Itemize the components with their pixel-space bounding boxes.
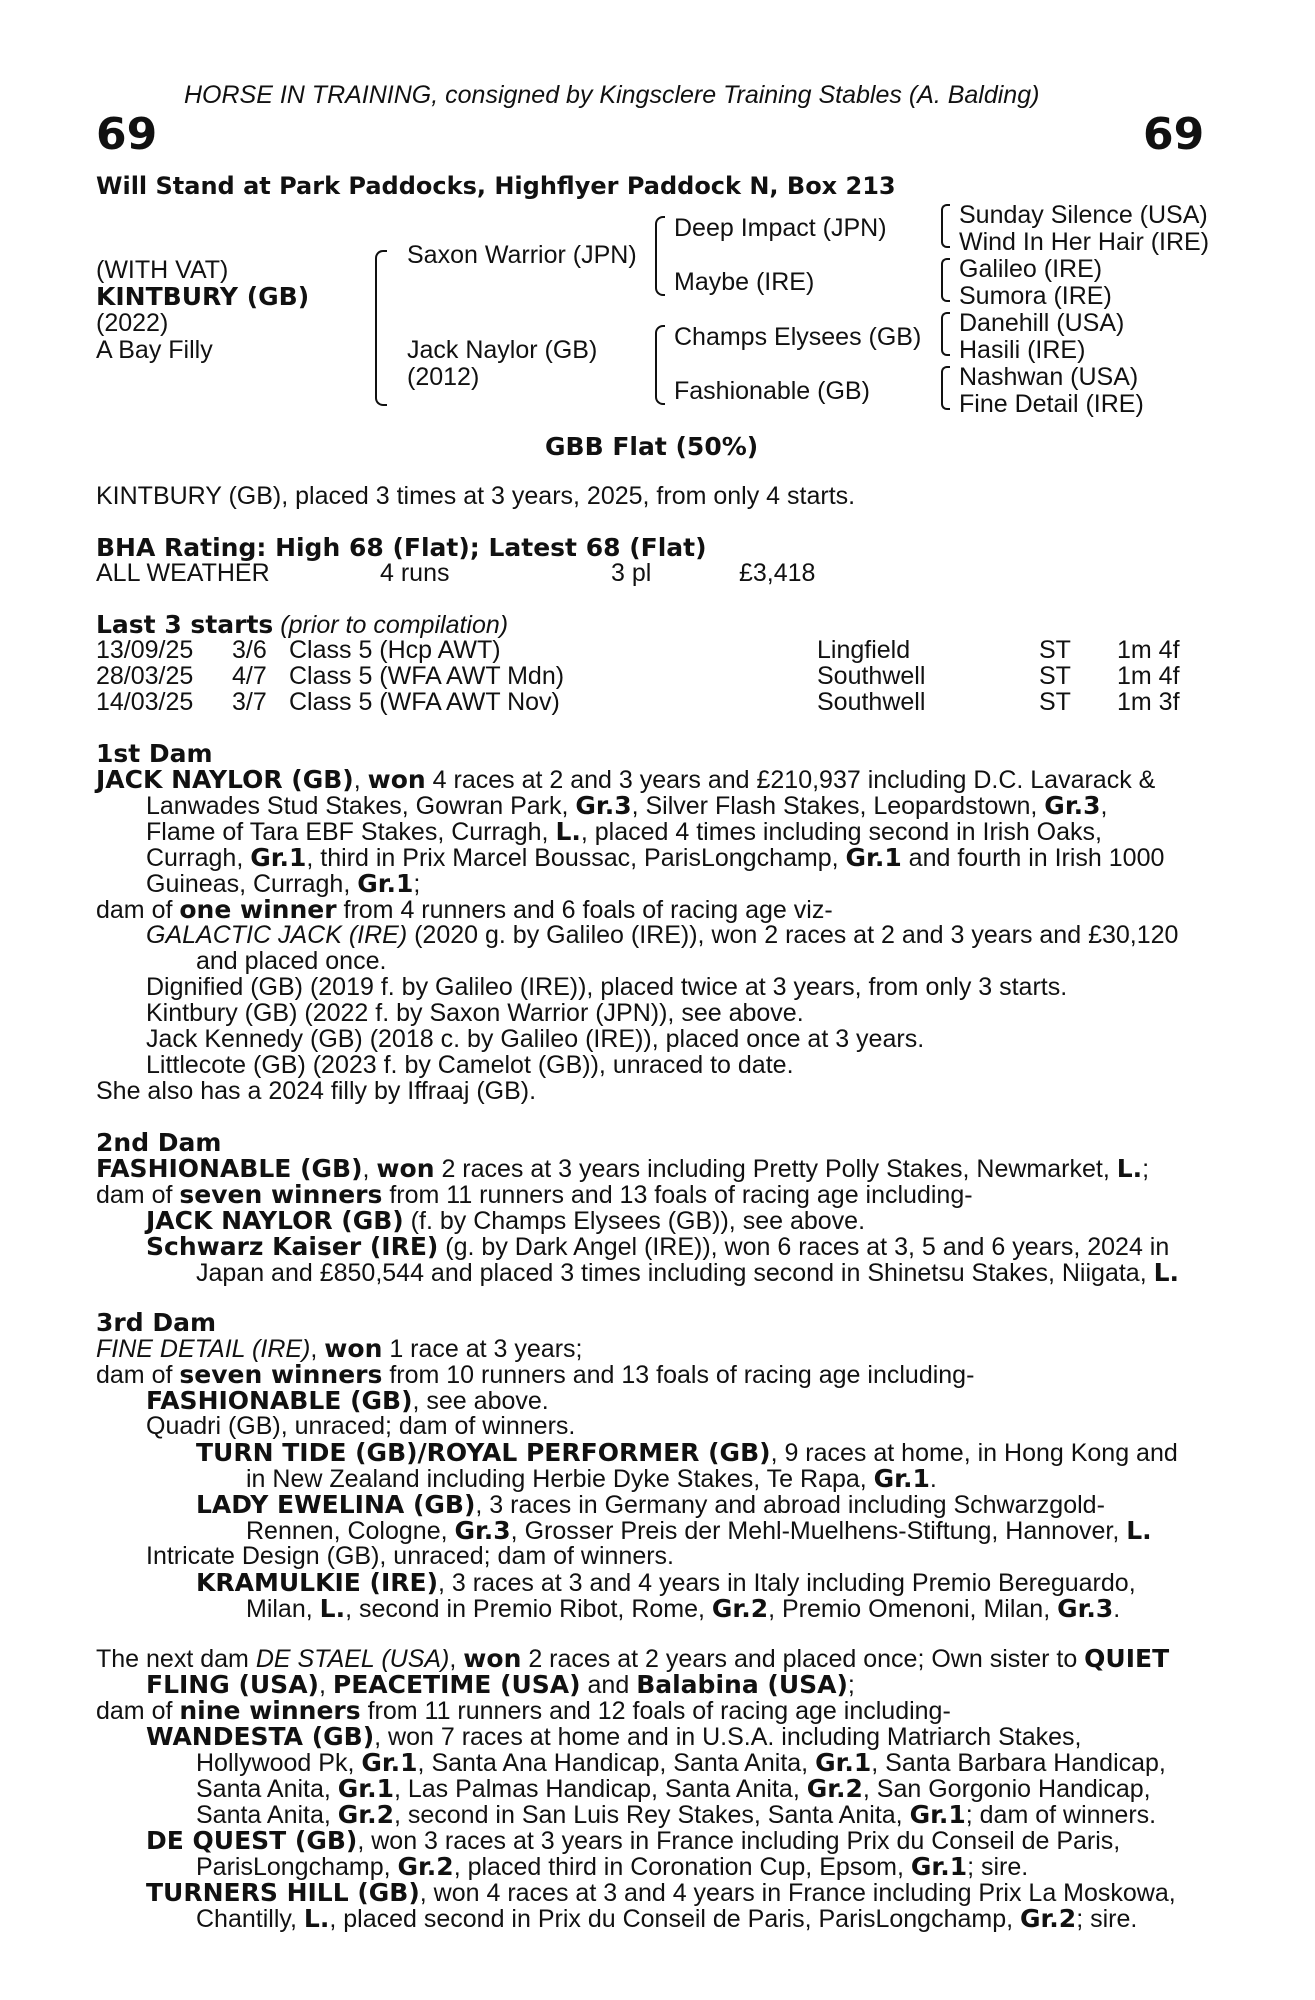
- text: ;: [1142, 1155, 1150, 1183]
- first-dam-line: [96, 897, 833, 923]
- text: , Grosser Preis der Mehl-Muelhens-Stiftung, Hannover,: [510, 1517, 1127, 1545]
- text: ,: [362, 1155, 377, 1183]
- first-dam-heading: 1st Dam: [96, 739, 213, 768]
- first-dam-line: Dignified (GB) (2019 f. by Galileo (IRE)), placed twice at 3 years, from only 3 starts.: [146, 973, 1068, 1001]
- sire-dam-dam: Sumora (IRE): [959, 282, 1112, 310]
- text: dam of: [96, 1361, 180, 1389]
- grade: Gr.1: [250, 843, 307, 872]
- grade: Gr.3: [575, 791, 632, 820]
- grade: L.: [1153, 1258, 1180, 1287]
- sibling-bold: Balabina (USA): [636, 1670, 848, 1699]
- text: ; sire.: [967, 1853, 1029, 1881]
- horse-description: A Bay Filly: [96, 336, 213, 364]
- second-dam-line: [96, 1182, 973, 1208]
- text: , Premio Omenoni, Milan,: [768, 1595, 1058, 1623]
- start-position: 3/6: [232, 636, 267, 664]
- winners-bold: nine winners: [179, 1696, 361, 1725]
- text: (f. by Champs Elysees (GB)), see above.: [403, 1207, 866, 1235]
- dam-sire-sire: Danehill (USA): [959, 309, 1125, 337]
- start-race: Class 5 (Hcp AWT): [289, 636, 501, 664]
- text: ;: [847, 1671, 855, 1699]
- pedigree-brace-sire: [655, 216, 665, 296]
- dam-year: (2012): [407, 363, 480, 391]
- text: ; dam of winners.: [965, 1801, 1157, 1829]
- winners-bold: seven winners: [179, 1180, 383, 1209]
- next-dam-line: [196, 1776, 1151, 1802]
- text: (g. by Dark Angel (IRE)), won 6 races at 3, 5 and 6 years, 2024 in: [438, 1233, 1170, 1261]
- text: , placed second in Prix du Conseil de Paris, ParisLongchamp,: [329, 1905, 1021, 1933]
- stable-location: Will Stand at Park Paddocks, Highflyer Paddock N, Box 213: [96, 172, 896, 200]
- third-dam-line: [246, 1466, 937, 1492]
- horse-name: KINTBURY (GB): [96, 282, 310, 311]
- sire-name: Saxon Warrior (JPN): [407, 241, 637, 269]
- text: from 11 runners and 12 foals of racing age including-: [360, 1697, 951, 1725]
- text: 4 races at 2 and 3 years and £210,937 including D.C. Lavarack &: [425, 766, 1156, 794]
- third-dam-line: [196, 1440, 1178, 1466]
- first-dam-line: Jack Kennedy (GB) (2018 c. by Galileo (IRE)), placed once at 3 years.: [146, 1025, 925, 1053]
- sire-dam: Maybe (IRE): [674, 268, 815, 296]
- progeny-bold: FASHIONABLE (GB): [146, 1386, 413, 1415]
- text: from 11 runners and 13 foals of racing age including-: [382, 1181, 973, 1209]
- start-going: ST: [1039, 662, 1071, 690]
- grade: Gr.3: [1044, 791, 1101, 820]
- grade: L.: [1126, 1516, 1152, 1545]
- second-dam-line: [196, 1260, 1179, 1286]
- grade: Gr.3: [1057, 1594, 1114, 1623]
- winners-bold: seven winners: [179, 1360, 383, 1389]
- grade: Gr.1: [845, 843, 902, 872]
- grade: Gr.1: [357, 869, 414, 898]
- progeny-bold: TURNERS HILL (GB): [146, 1878, 420, 1907]
- text: dam of: [96, 896, 180, 924]
- prize-money: £3,418: [739, 559, 816, 587]
- consignor-line: HORSE IN TRAINING, consigned by Kingsclere Training Stables (A. Balding): [184, 81, 1040, 109]
- first-dam-line: Littlecote (GB) (2023 f. by Camelot (GB)), unraced to date.: [146, 1051, 794, 1079]
- text: , second in San Luis Rey Stakes, Santa Anita,: [393, 1801, 910, 1829]
- pedigree-brace-4: [941, 366, 950, 410]
- pedigree-brace-1: [941, 204, 950, 248]
- text: Santa Anita,: [196, 1801, 338, 1829]
- start-position: 4/7: [232, 662, 267, 690]
- text: and: [580, 1671, 637, 1699]
- text: ,: [353, 766, 368, 794]
- text: ,: [449, 1645, 464, 1673]
- grade: Gr.2: [806, 1774, 863, 1803]
- third-dam-line: [196, 1492, 1105, 1518]
- bha-rating: BHA Rating: High 68 (Flat); Latest 68 (Flat): [96, 533, 707, 562]
- text: Japan and £850,544 and placed 3 times including second in Shinetsu Stakes, Niigata,: [196, 1259, 1154, 1287]
- first-dam-line: Kintbury (GB) (2022 f. by Saxon Warrior (JPN)), see above.: [146, 999, 804, 1027]
- start-date: 13/09/25: [96, 636, 194, 664]
- text: from 10 runners and 13 foals of racing age including-: [382, 1361, 975, 1389]
- won-bold: won: [463, 1644, 522, 1673]
- text: , placed third in Coronation Cup, Epsom,: [453, 1853, 911, 1881]
- third-dam-heading: 3rd Dam: [96, 1308, 216, 1337]
- text: Guineas, Curragh,: [146, 870, 358, 898]
- grade: L.: [1116, 1154, 1143, 1183]
- grade: Gr.1: [361, 1748, 418, 1777]
- text: in New Zealand including Herbie Dyke Stakes, Te Rapa,: [246, 1465, 874, 1493]
- third-dam-line: [246, 1518, 1152, 1544]
- third-dam-line: [96, 1362, 974, 1388]
- third-dam-line: [96, 1336, 582, 1362]
- dam-name-italic: DE STAEL (USA): [255, 1645, 450, 1673]
- lot-number-right: 69: [1143, 109, 1205, 160]
- sibling-bold: PEACETIME (USA): [332, 1670, 581, 1699]
- start-going: ST: [1039, 636, 1071, 664]
- start-race: Class 5 (WFA AWT Nov): [289, 688, 560, 716]
- grade: Gr.2: [711, 1594, 769, 1623]
- grade: Gr.1: [910, 1852, 968, 1881]
- grade: Gr.2: [397, 1852, 454, 1881]
- text: ;: [413, 870, 421, 898]
- grade: Gr.1: [337, 1774, 394, 1803]
- placed-count: 3 pl: [611, 559, 652, 587]
- surface: ALL WEATHER: [96, 559, 270, 587]
- sibling-bold: FLING (USA): [146, 1670, 319, 1699]
- next-dam-line: [96, 1646, 1169, 1672]
- text: , 9 races at home, in Hong Kong and: [770, 1439, 1178, 1467]
- text: , San Gorgonio Handicap,: [862, 1775, 1151, 1803]
- text: (2020 g. by Galileo (IRE)), won 2 races at 2 and 3 years and £30,120: [407, 921, 1179, 949]
- lot-number-left: 69: [96, 109, 158, 160]
- text: .: [1113, 1595, 1121, 1623]
- sire-sire-dam: Wind In Her Hair (IRE): [959, 228, 1210, 256]
- first-dam-line: [146, 845, 1164, 871]
- last-starts-heading: [96, 612, 508, 638]
- grade: Gr.2: [1020, 1904, 1077, 1933]
- sire-dam-sire: Galileo (IRE): [959, 255, 1103, 283]
- first-dam-line: [146, 819, 1102, 845]
- won-bold: won: [376, 1154, 435, 1183]
- first-dam-line: [146, 923, 1178, 948]
- grade: Gr.2: [337, 1800, 394, 1829]
- third-dam-line: [246, 1596, 1120, 1622]
- last-starts-title: Last 3 starts: [96, 610, 274, 639]
- won-bold: won: [367, 765, 426, 794]
- text: The next dam: [96, 1645, 256, 1673]
- progeny-bold: LADY EWELINA (GB): [196, 1490, 476, 1519]
- dam-dam-dam: Fine Detail (IRE): [959, 390, 1144, 418]
- won-bold: won: [324, 1334, 383, 1363]
- grade: Gr.1: [909, 1800, 966, 1829]
- run-count: 4 runs: [380, 559, 450, 587]
- text: , second in Premio Ribot, Rome,: [345, 1595, 712, 1623]
- sire-sire: Deep Impact (JPN): [674, 214, 887, 242]
- text: ,: [1100, 792, 1108, 820]
- grade: Gr.1: [873, 1464, 930, 1493]
- text: ,: [318, 1671, 333, 1699]
- text: , 3 races at 3 and 4 years in Italy including Premio Bereguardo,: [438, 1569, 1136, 1597]
- third-dam-line: [196, 1570, 1136, 1596]
- second-dam-line: [96, 1156, 1149, 1182]
- progeny-italic: GALACTIC JACK (IRE): [146, 921, 408, 949]
- text: , third in Prix Marcel Boussac, ParisLongchamp,: [306, 844, 846, 872]
- first-dam-line: She also has a 2024 filly by Iffraaj (GB).: [96, 1077, 537, 1105]
- text: , Silver Flash Stakes, Leopardstown,: [631, 792, 1045, 820]
- start-going: ST: [1039, 688, 1071, 716]
- text: .: [929, 1465, 937, 1493]
- second-dam-heading: 2nd Dam: [96, 1128, 222, 1157]
- dam-dam: Fashionable (GB): [674, 377, 870, 405]
- next-dam-line: [196, 1750, 1166, 1776]
- text: , see above.: [412, 1387, 549, 1415]
- text: ParisLongchamp,: [196, 1853, 398, 1881]
- text: , won 4 races at 3 and 4 years in France including Prix La Moskowa,: [419, 1879, 1176, 1907]
- sibling-bold: QUIET: [1084, 1644, 1170, 1673]
- next-dam-line: [146, 1880, 1176, 1906]
- text: and fourth in Irish 1000: [901, 844, 1165, 872]
- third-dam-line: Quadri (GB), unraced; dam of winners.: [146, 1412, 576, 1440]
- start-race: Class 5 (WFA AWT Mdn): [289, 662, 565, 690]
- dam-sire: Champs Elysees (GB): [674, 323, 922, 351]
- pedigree-brace-2: [941, 258, 950, 302]
- second-dam-line: [146, 1208, 865, 1234]
- grade: Gr.1: [815, 1748, 872, 1777]
- next-dam-line: [146, 1828, 1120, 1854]
- text: dam of: [96, 1697, 180, 1725]
- text: , Santa Barbara Handicap,: [871, 1749, 1166, 1777]
- text: dam of: [96, 1181, 180, 1209]
- text: , won 3 races at 3 years in France including Prix du Conseil de Paris,: [357, 1827, 1121, 1855]
- vat-note: (WITH VAT): [96, 256, 229, 284]
- grade: L.: [319, 1594, 346, 1623]
- next-dam-line: [196, 1802, 1156, 1828]
- start-position: 3/7: [232, 688, 267, 716]
- first-dam-line: [96, 767, 1155, 793]
- gbb-rating: GBB Flat (50%): [545, 432, 759, 461]
- dam-sire-dam: Hasili (IRE): [959, 336, 1086, 364]
- text: ; sire.: [1076, 1905, 1138, 1933]
- grade: Gr.3: [454, 1516, 511, 1545]
- text: Lanwades Stud Stakes, Gowran Park,: [146, 792, 576, 820]
- text: Santa Anita,: [196, 1775, 338, 1803]
- text: ,: [310, 1335, 325, 1363]
- second-dam-line: [146, 1234, 1169, 1260]
- progeny-bold: TURN TIDE (GB)/ROYAL PERFORMER (GB): [196, 1438, 771, 1467]
- first-dam-line: and placed once.: [196, 947, 387, 975]
- next-dam-line: [96, 1698, 951, 1724]
- first-dam-line: [146, 871, 420, 897]
- pedigree-brace-dam: [655, 325, 665, 405]
- sire-sire-sire: Sunday Silence (USA): [959, 201, 1208, 229]
- text: Chantilly,: [196, 1905, 304, 1933]
- text: from 4 runners and 6 foals of racing age viz-: [336, 896, 833, 924]
- progeny-bold: Schwarz Kaiser (IRE): [146, 1232, 439, 1261]
- third-dam-line: Intricate Design (GB), unraced; dam of winners.: [146, 1542, 675, 1570]
- start-course: Lingfield: [817, 636, 911, 664]
- first-dam-line: [146, 793, 1107, 819]
- progeny-bold: WANDESTA (GB): [146, 1722, 375, 1751]
- text: , 3 races in Germany and abroad including Schwarzgold-: [475, 1491, 1105, 1519]
- next-dam-line: [146, 1724, 1081, 1750]
- start-distance: 1m 4f: [1117, 662, 1180, 690]
- start-date: 28/03/25: [96, 662, 194, 690]
- text: 2 races at 2 years and placed once; Own sister to: [521, 1645, 1085, 1673]
- last-starts-note: (prior to compilation): [280, 611, 509, 639]
- progeny-bold: DE QUEST (GB): [146, 1826, 358, 1855]
- dam-name-bold: FASHIONABLE (GB): [96, 1154, 363, 1183]
- text: Curragh,: [146, 844, 251, 872]
- text: 1 race at 3 years;: [382, 1335, 583, 1363]
- dam-name: Jack Naylor (GB): [407, 336, 598, 364]
- next-dam-line: [146, 1672, 855, 1698]
- next-dam-line: [196, 1854, 1028, 1880]
- progeny-bold: JACK NAYLOR (GB): [146, 1206, 404, 1235]
- progeny-bold: KRAMULKIE (IRE): [196, 1568, 439, 1597]
- text: , placed 4 times including second in Irish Oaks,: [580, 818, 1102, 846]
- grade: L.: [303, 1904, 330, 1933]
- pedigree-brace-main: [375, 250, 387, 406]
- text: Milan,: [246, 1595, 320, 1623]
- text: Rennen, Cologne,: [246, 1517, 455, 1545]
- start-date: 14/03/25: [96, 688, 194, 716]
- text: Flame of Tara EBF Stakes, Curragh,: [146, 818, 556, 846]
- foaling-year: (2022): [96, 309, 169, 337]
- text: Hollywood Pk,: [196, 1749, 362, 1777]
- winners-bold: one winner: [179, 895, 337, 924]
- text: 2 races at 3 years including Pretty Polly Stakes, Newmarket,: [434, 1155, 1117, 1183]
- dam-name-bold: JACK NAYLOR (GB): [96, 765, 354, 794]
- pedigree-brace-3: [941, 312, 950, 356]
- text: , Las Palmas Handicap, Santa Anita,: [393, 1775, 807, 1803]
- next-dam-line: [196, 1906, 1137, 1932]
- start-distance: 1m 4f: [1117, 636, 1180, 664]
- dam-dam-sire: Nashwan (USA): [959, 363, 1139, 391]
- dam-name-italic: FINE DETAIL (IRE): [96, 1335, 311, 1363]
- text: , won 7 races at home and in U.S.A. including Matriarch Stakes,: [374, 1723, 1082, 1751]
- start-course: Southwell: [817, 688, 926, 716]
- grade: L.: [555, 817, 581, 846]
- start-course: Southwell: [817, 662, 926, 690]
- start-distance: 1m 3f: [1117, 688, 1180, 716]
- text: , Santa Ana Handicap, Santa Anita,: [417, 1749, 816, 1777]
- third-dam-line: [146, 1388, 549, 1414]
- race-summary: KINTBURY (GB), placed 3 times at 3 years, 2025, from only 4 starts.: [96, 482, 856, 510]
